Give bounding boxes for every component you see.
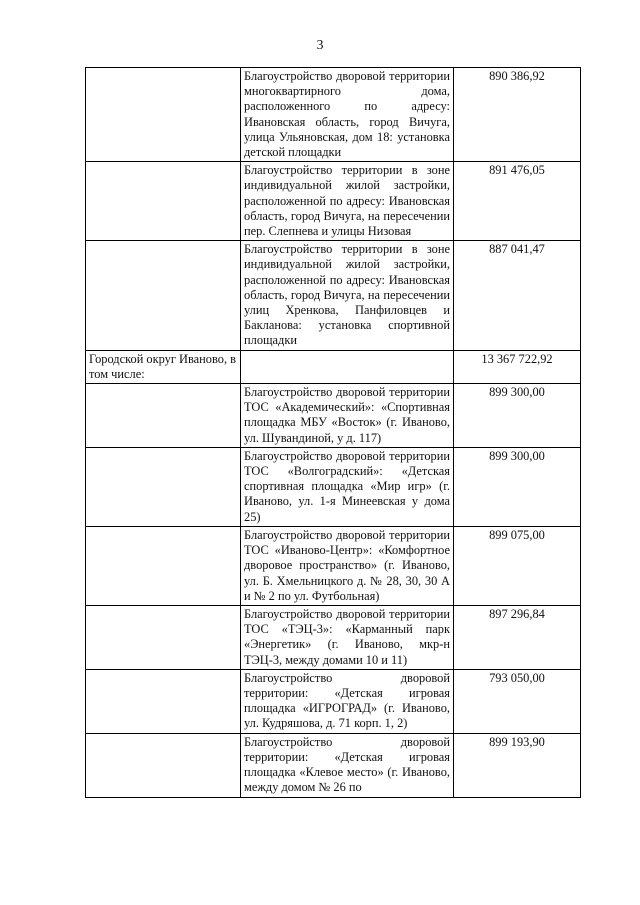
organization-cell [86,605,241,669]
organization-cell [86,669,241,733]
table-row [86,447,581,526]
description-cell: Благоустройство дворовой территории: «Детская игровая площадка «ИГРОГРАД» (г. Иваново, ул. Кудряшова, д. 71 корп. 1, 2) [241,669,454,733]
description-cell: Благоустройство дворовой территории ТОС «Волгоградский»: «Детская спортивная площадка «Мир игр» (г. Иваново, ул. 1-я Минеевская у дома 25) [241,447,454,526]
amount-cell: 899 075,00 [454,526,581,605]
table-row [86,384,581,448]
table-row [86,526,581,605]
amount-cell: 13 367 722,92 [454,350,581,383]
page-number: 3 [316,38,324,53]
amount-cell: 897 296,84 [454,605,581,669]
amount-cell: 890 386,92 [454,68,581,162]
amount-cell: 891 476,05 [454,162,581,241]
description-cell: Благоустройство дворовой территории ТОС «Академический»: «Спортивная площадка МБУ «Восток» (г. Иваново, ул. Шувандиной, у д. 117) [241,384,454,448]
organization-cell [86,733,241,797]
description-cell: Благоустройство дворовой территории ТОС «ТЭЦ-3»: «Карманный парк «Энергетик» (г. Иваново, мкр-н ТЭЦ-3, между домами 10 и 11) [241,605,454,669]
organization-cell [86,68,241,162]
amount-cell: 899 300,00 [454,447,581,526]
organization-cell [86,241,241,350]
table-row [86,669,581,733]
organization-cell [86,384,241,448]
table-row [86,241,581,350]
amount-cell: 899 193,90 [454,733,581,797]
description-cell: Благоустройство территории в зоне индивидуальной жилой застройки, расположенной по адресу: Ивановская область, город Вичуга, на пересечении улиц Хренкова, Панфиловцев и Бакланова: установка спортивной площадки [241,241,454,350]
table-row [86,733,581,797]
organization-cell: Городской округ Иваново, в том числе: [86,350,241,383]
table-row-district-total [86,350,581,383]
description-cell: Благоустройство дворовой территории: «Детская игровая площадка «Клевое место» (г. Иваново, между домом № 26 по [241,733,454,797]
description-cell: Благоустройство дворовой территории многоквартирного дома, расположенного по адресу: Ивановская область, город Вичуга, улица Ульяновская, дом 18: установка детской площадки [241,68,454,162]
description-cell [241,350,454,383]
budget-table [85,67,581,798]
organization-cell [86,162,241,241]
table-row [86,68,581,162]
description-cell: Благоустройство дворовой территории ТОС «Иваново-Центр»: «Комфортное дворовое пространство» (г. Иваново, ул. Б. Хмельницкого д. № 28, 30, 30 А и № 2 по ул. Футбольная) [241,526,454,605]
table-row [86,162,581,241]
organization-cell [86,526,241,605]
amount-cell: 899 300,00 [454,384,581,448]
organization-cell [86,447,241,526]
table-row [86,605,581,669]
amount-cell: 887 041,47 [454,241,581,350]
description-cell: Благоустройство территории в зоне индивидуальной жилой застройки, расположенной по адресу: Ивановская область, город Вичуга, на пересечении пер. Слепнева и улицы Низовая [241,162,454,241]
amount-cell: 793 050,00 [454,669,581,733]
